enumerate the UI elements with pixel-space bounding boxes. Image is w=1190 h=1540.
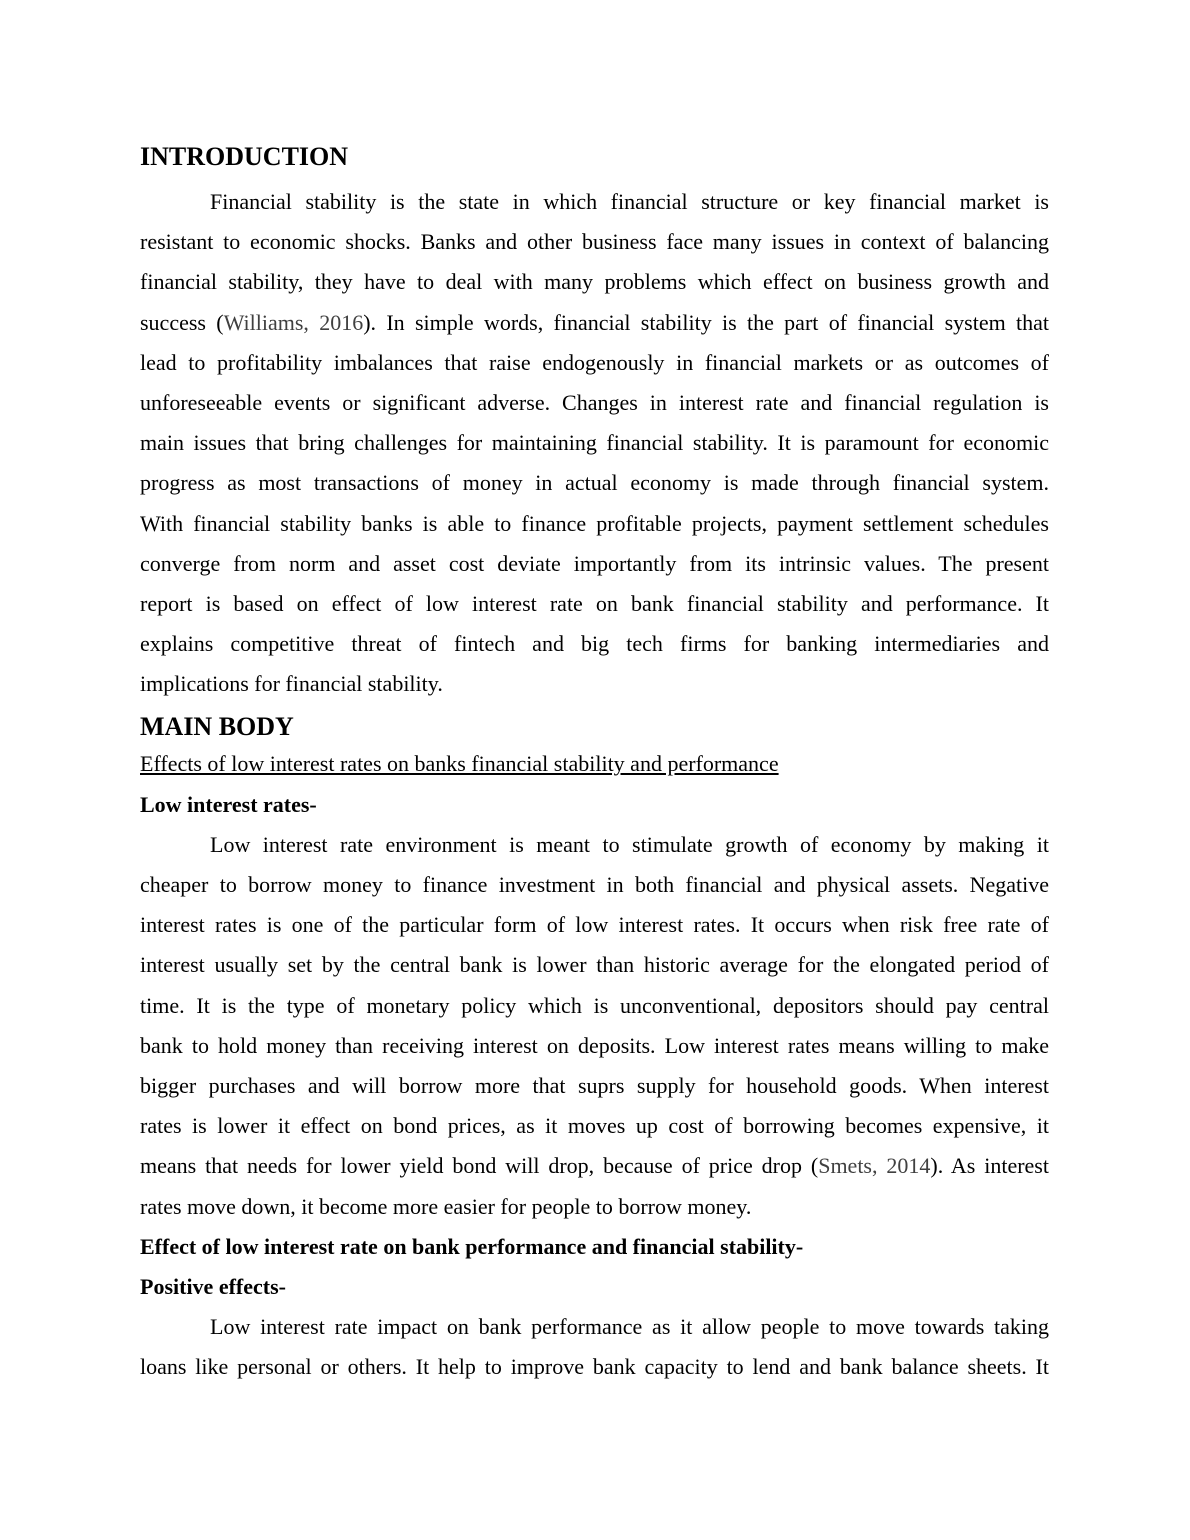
text-line: bank to hold money than receiving interest on deposits. Low interest rates means willing to make xyxy=(140,1032,1049,1058)
text-line: unforeseeable events or significant adverse. Changes in interest rate and financial regulation is xyxy=(140,389,1049,415)
text-line: progress as most transactions of money in actual economy is made through financial system. xyxy=(140,470,1049,496)
document-page xyxy=(140,140,1049,1387)
text-line: Financial stability is the state in which financial structure or key financial market is xyxy=(210,189,1049,214)
text-line xyxy=(140,303,1049,343)
main-body-heading: MAIN BODY xyxy=(140,712,294,742)
text-segment: means that needs for lower yield bond will drop, because of price drop ( xyxy=(140,1153,819,1179)
text-line: bigger purchases and will borrow more that suprs supply for household goods. When interest xyxy=(140,1072,1049,1098)
text-line: explains competitive threat of fintech and big tech firms for banking intermediaries and xyxy=(140,631,1049,657)
text-line: implications for financial stability. xyxy=(140,671,443,697)
text-line: cheaper to borrow money to finance investment in both financial and physical assets. Negative xyxy=(140,872,1049,897)
text-line: interest rates is one of the particular form of low interest rates. It occurs when risk free rate of xyxy=(140,912,1049,938)
text-line: resistant to economic shocks. Banks and other business face many issues in context of balancing xyxy=(140,229,1049,255)
positive-effects-paragraph xyxy=(140,1307,1049,1387)
citation: Williams, 2016 xyxy=(223,309,364,335)
text-line: rates move down, it become more easier for people to borrow money. xyxy=(140,1193,752,1219)
low-interest-rates-paragraph xyxy=(140,825,1049,1227)
introduction-paragraph xyxy=(140,182,1049,704)
effect-heading: Effect of low interest rate on bank performance and financial stability- xyxy=(140,1233,804,1259)
section-subheading: Effects of low interest rates on banks financial stability and performance xyxy=(140,751,779,777)
text-segment: success ( xyxy=(140,309,224,335)
text-line: main issues that bring challenges for maintaining financial stability. It is paramount for economic xyxy=(140,430,1049,456)
text-line: interest usually set by the central bank is lower than historic average for the elongated period of xyxy=(140,952,1049,978)
text-line: lead to profitability imbalances that raise endogenously in financial markets or as outcomes of xyxy=(140,349,1049,375)
text-line: rates is lower it effect on bond prices, as it moves up cost of borrowing becomes expensive, it xyxy=(140,1113,1049,1139)
text-line: report is based on effect of low interest rate on bank financial stability and performance. It xyxy=(140,590,1049,616)
low-interest-rates-heading: Low interest rates- xyxy=(140,791,317,817)
text-line: loans like personal or others. It help to improve bank capacity to lend and bank balance sheets. It xyxy=(140,1354,1049,1380)
text-line: financial stability, they have to deal with many problems which effect on business growth and xyxy=(140,269,1049,295)
text-line: With financial stability banks is able to finance profitable projects, payment settlement schedules xyxy=(140,510,1049,536)
introduction-heading: INTRODUCTION xyxy=(140,142,349,171)
text-line: converge from norm and asset cost deviate importantly from its intrinsic values. The present xyxy=(140,550,1049,576)
citation: Smets, 2014 xyxy=(818,1153,931,1179)
text-segment: ). In simple words, financial stability is the part of financial system that xyxy=(363,309,1050,335)
text-segment: ). As interest xyxy=(930,1153,1049,1179)
text-line: time. It is the type of monetary policy which is unconventional, depositors should pay central xyxy=(140,992,1049,1018)
text-line: Low interest rate environment is meant to stimulate growth of economy by making it xyxy=(210,831,1049,857)
positive-effects-heading: Positive effects- xyxy=(140,1273,286,1299)
text-line: Low interest rate impact on bank performance as it allow people to move towards taking xyxy=(210,1314,1049,1340)
text-line xyxy=(140,1146,1049,1186)
